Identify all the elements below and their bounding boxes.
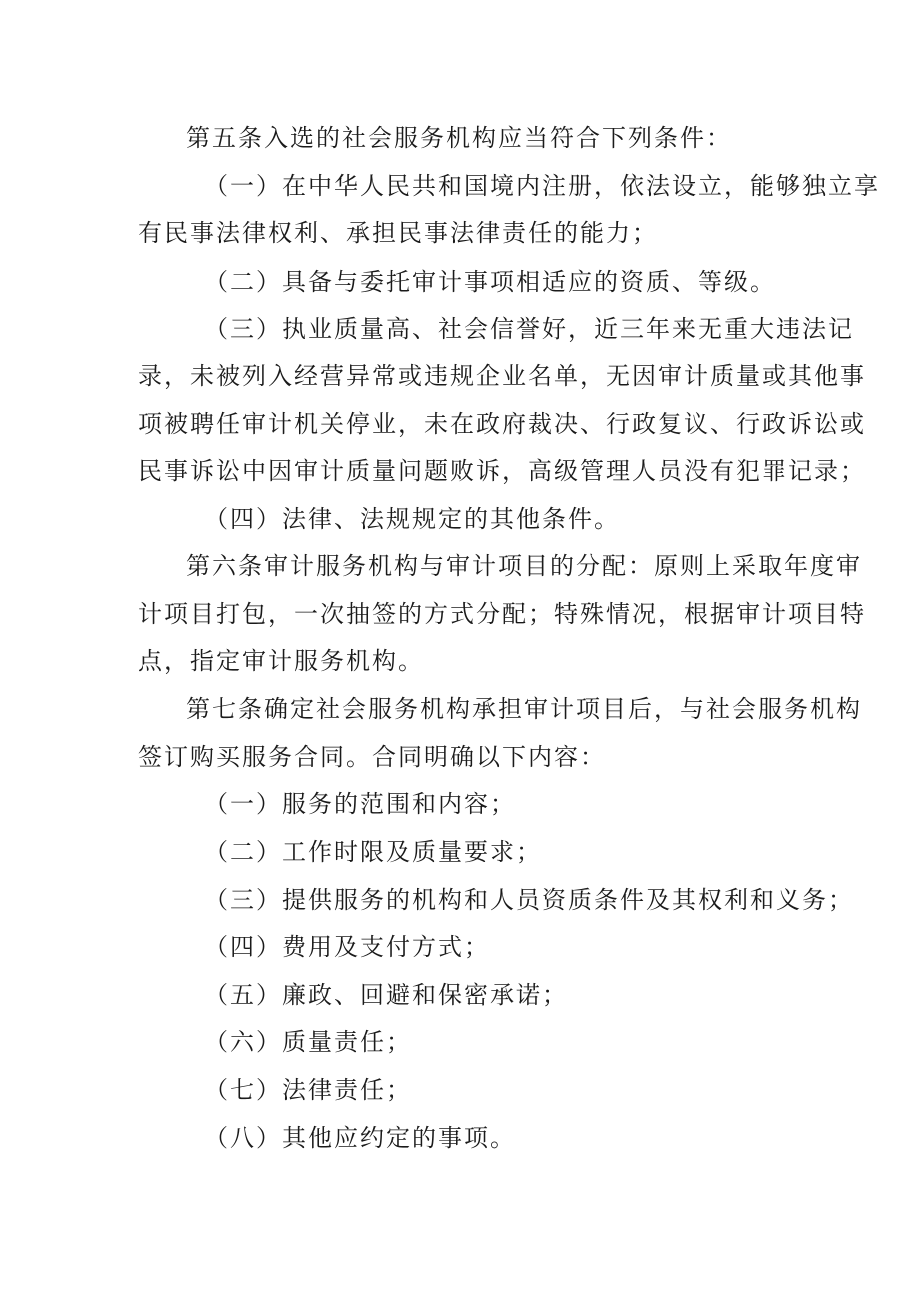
article-5-item-3-cont-2: 项被聘任审计机关停业，未在政府裁决、行政复议、行政诉讼或	[138, 410, 866, 438]
article-5-item-1-cont: 有民事法律权利、承担民事法律责任的能力；	[138, 219, 658, 247]
article-5-item-4: （四）法律、法规规定的其他条件。	[204, 505, 620, 533]
article-7-item-2: （二）工作时限及质量要求；	[204, 838, 542, 866]
article-7-item-3: （三）提供服务的机构和人员资质条件及其权利和义务；	[204, 886, 854, 914]
article-5-item-2: （二）具备与委托审计事项相适应的资质、等级。	[204, 268, 776, 296]
article-7-item-7: （七）法律责任；	[204, 1076, 412, 1104]
article-7-item-6: （六）质量责任；	[204, 1028, 412, 1056]
article-7-item-8: （八）其他应约定的事项。	[204, 1124, 516, 1152]
article-6-heading: 第六条审计服务机构与审计项目的分配：原则上采取年度审	[186, 552, 862, 580]
article-5-heading: 第五条入选的社会服务机构应当符合下列条件：	[186, 124, 732, 152]
article-7-item-5: （五）廉政、回避和保密承诺；	[204, 981, 568, 1009]
article-7-heading: 第七条确定社会服务机构承担审计项目后，与社会服务机构	[186, 695, 862, 723]
article-7-cont-1: 签订购买服务合同。合同明确以下内容：	[138, 743, 606, 771]
article-7-item-4: （四）费用及支付方式；	[204, 933, 490, 961]
article-5-item-3: （三）执业质量高、社会信誉好，近三年来无重大违法记	[204, 315, 854, 343]
article-5-item-3-cont-1: 录，未被列入经营异常或违规企业名单，无因审计质量或其他事	[138, 362, 866, 390]
article-6-cont-2: 点，指定审计服务机构。	[138, 647, 424, 675]
article-7-item-1: （一）服务的范围和内容；	[204, 790, 516, 818]
article-5-item-3-cont-3: 民事诉讼中因审计质量问题败诉，高级管理人员没有犯罪记录；	[138, 457, 866, 485]
article-5-item-1: （一）在中华人民共和国境内注册，依法设立，能够独立享	[204, 172, 880, 200]
article-6-cont-1: 计项目打包，一次抽签的方式分配；特殊情况，根据审计项目特	[138, 600, 866, 628]
